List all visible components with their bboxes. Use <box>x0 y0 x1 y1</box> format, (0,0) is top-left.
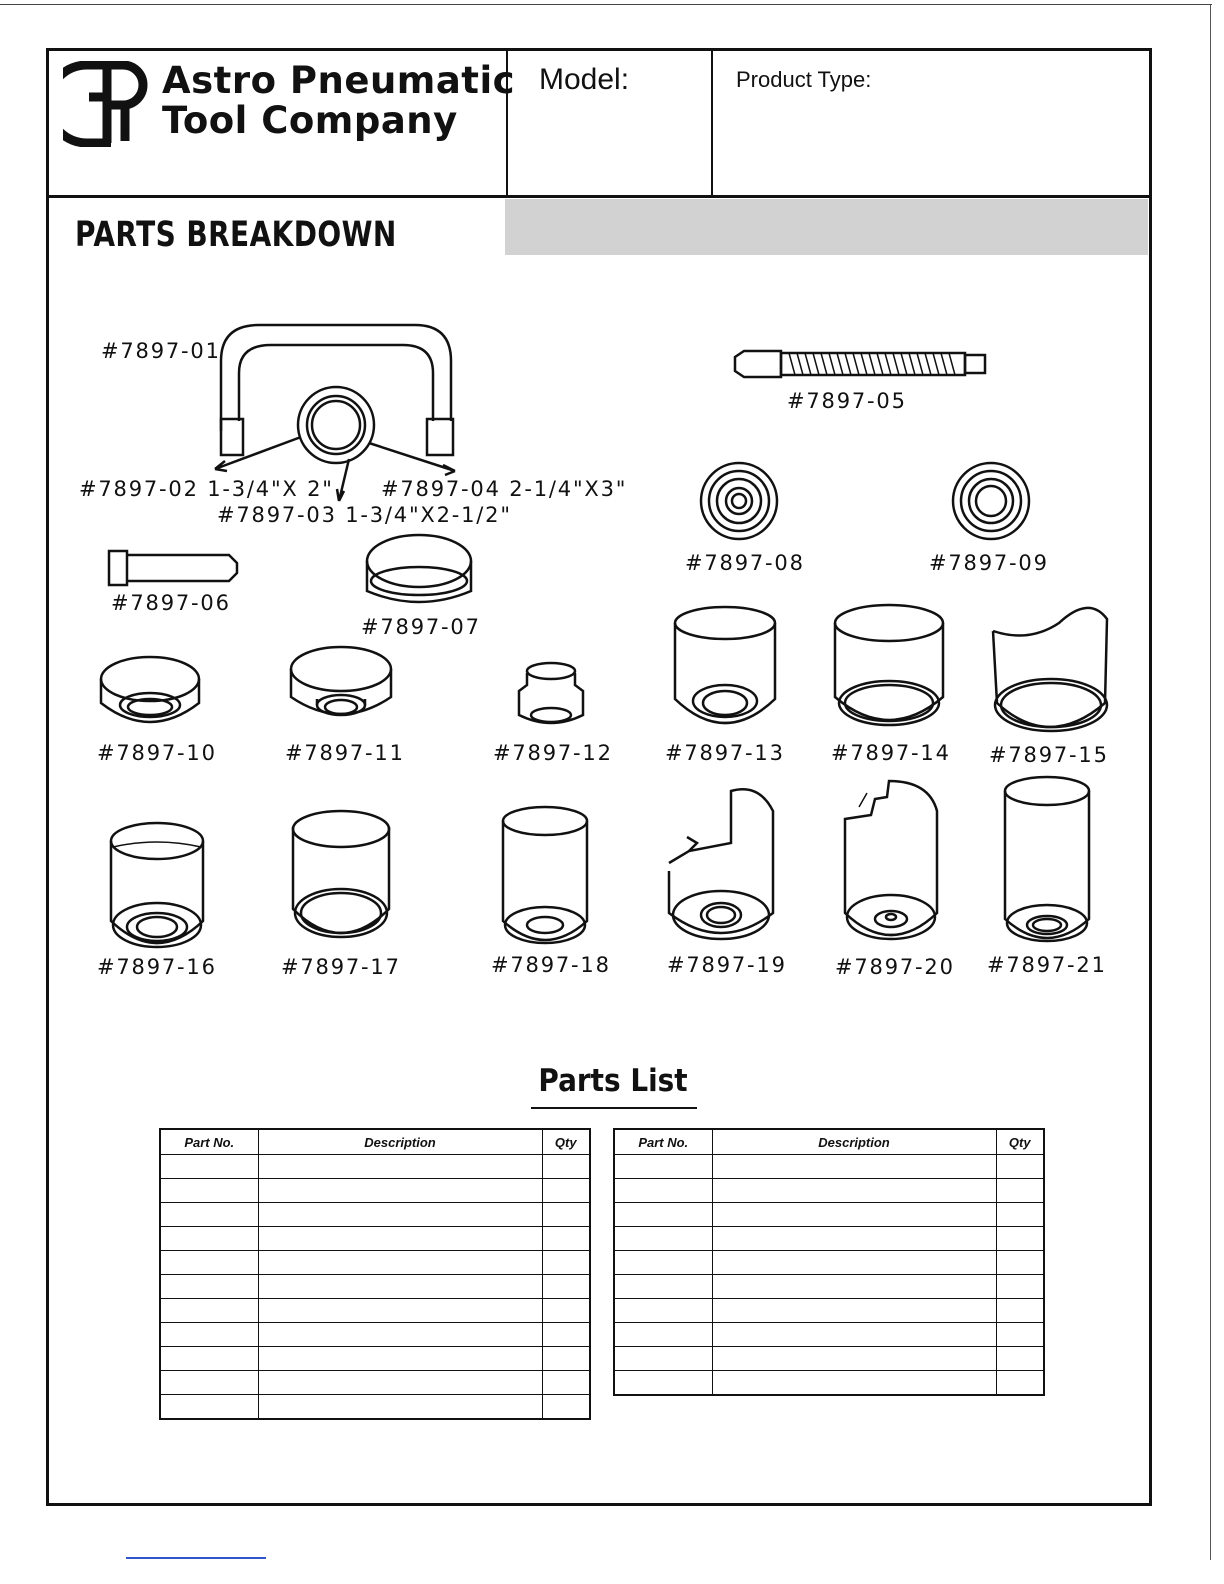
part-no-cell[interactable] <box>160 1203 258 1227</box>
page-right-rule <box>1210 4 1211 1560</box>
part-no-cell[interactable] <box>614 1323 712 1347</box>
part-15-drawing <box>993 608 1107 731</box>
qty-cell[interactable] <box>996 1227 1044 1251</box>
part-label-11: #7897-11 <box>285 741 405 765</box>
part-06-pin-drawing <box>109 551 237 585</box>
description-cell[interactable] <box>712 1155 996 1179</box>
part-no-cell[interactable] <box>614 1371 712 1396</box>
model-label: Model: <box>539 63 630 96</box>
table-row <box>160 1347 590 1371</box>
qty-cell[interactable] <box>996 1179 1044 1203</box>
part-label-21: #7897-21 <box>987 953 1107 977</box>
description-cell[interactable] <box>258 1179 542 1203</box>
part-no-cell[interactable] <box>160 1275 258 1299</box>
part-label-06: #7897-06 <box>111 591 231 615</box>
qty-cell[interactable] <box>542 1299 590 1323</box>
column-header-part-no: Part No. <box>614 1129 712 1155</box>
description-cell[interactable] <box>258 1251 542 1275</box>
table-row <box>160 1179 590 1203</box>
table-row <box>614 1179 1044 1203</box>
description-cell[interactable] <box>258 1395 542 1420</box>
qty-cell[interactable] <box>996 1299 1044 1323</box>
part-label-12: #7897-12 <box>493 741 613 765</box>
page-top-rule <box>0 4 1212 5</box>
qty-cell[interactable] <box>996 1155 1044 1179</box>
description-cell[interactable] <box>712 1347 996 1371</box>
table-row <box>160 1371 590 1395</box>
part-no-cell[interactable] <box>160 1251 258 1275</box>
part-label-13: #7897-13 <box>665 741 785 765</box>
description-cell[interactable] <box>712 1203 996 1227</box>
part-08-disc-drawing <box>701 463 777 539</box>
part-no-cell[interactable] <box>160 1179 258 1203</box>
qty-cell[interactable] <box>996 1251 1044 1275</box>
qty-cell[interactable] <box>542 1179 590 1203</box>
part-17-drawing <box>293 811 389 937</box>
table-row <box>160 1251 590 1275</box>
table-row <box>614 1275 1044 1299</box>
part-13-drawing <box>675 607 775 723</box>
qty-cell[interactable] <box>542 1251 590 1275</box>
qty-cell[interactable] <box>996 1371 1044 1396</box>
part-label-14: #7897-14 <box>831 741 951 765</box>
qty-cell[interactable] <box>542 1227 590 1251</box>
part-label-01: #7897-01 <box>101 339 221 363</box>
part-no-cell[interactable] <box>614 1347 712 1371</box>
part-no-cell[interactable] <box>160 1347 258 1371</box>
table-row <box>614 1203 1044 1227</box>
part-05-rod-drawing <box>735 351 985 377</box>
company-name-line2: Tool Company <box>162 99 458 142</box>
column-header-description: Description <box>712 1129 996 1155</box>
table-row <box>160 1299 590 1323</box>
part-14-drawing <box>835 605 943 725</box>
part-label-08: #7897-08 <box>685 551 805 575</box>
description-cell[interactable] <box>258 1323 542 1347</box>
parts-list-table-left <box>159 1128 591 1420</box>
table-row <box>614 1347 1044 1371</box>
table-row <box>160 1395 590 1420</box>
description-cell[interactable] <box>712 1179 996 1203</box>
description-cell[interactable] <box>258 1371 542 1395</box>
description-cell[interactable] <box>258 1203 542 1227</box>
description-cell[interactable] <box>258 1227 542 1251</box>
part-21-drawing <box>1005 777 1089 941</box>
part-label-10: #7897-10 <box>97 741 217 765</box>
description-cell[interactable] <box>258 1299 542 1323</box>
qty-cell[interactable] <box>542 1155 590 1179</box>
part-no-cell[interactable] <box>160 1155 258 1179</box>
table-row <box>160 1203 590 1227</box>
qty-cell[interactable] <box>542 1347 590 1371</box>
column-header-description: Description <box>258 1129 542 1155</box>
part-no-cell[interactable] <box>614 1203 712 1227</box>
part-16-drawing <box>111 823 203 947</box>
part-no-cell[interactable] <box>160 1371 258 1395</box>
qty-cell[interactable] <box>542 1395 590 1420</box>
table-row <box>614 1227 1044 1251</box>
part-no-cell[interactable] <box>614 1275 712 1299</box>
part-19-drawing <box>669 789 773 939</box>
part-label-04: #7897-04 2-1/4"X3" <box>381 477 628 501</box>
part-12-drawing <box>519 663 583 723</box>
product-type-label: Product Type: <box>736 67 872 92</box>
description-cell[interactable] <box>712 1299 996 1323</box>
registered-mark: ® <box>121 127 130 139</box>
qty-cell[interactable] <box>996 1347 1044 1371</box>
description-cell[interactable] <box>712 1323 996 1347</box>
parts-list-title: Parts List <box>538 1063 688 1099</box>
part-no-cell[interactable] <box>614 1155 712 1179</box>
part-label-18: #7897-18 <box>491 953 611 977</box>
company-name-line1: Astro Pneumatic <box>162 59 516 102</box>
section-title: PARTS BREAKDOWN <box>75 215 397 255</box>
part-label-03: #7897-03 1-3/4"X2-1/2" <box>217 503 512 527</box>
part-label-07: #7897-07 <box>361 615 481 639</box>
part-20-drawing <box>845 781 937 939</box>
description-cell[interactable] <box>258 1275 542 1299</box>
description-cell[interactable] <box>258 1347 542 1371</box>
part-no-cell[interactable] <box>160 1227 258 1251</box>
part-label-15: #7897-15 <box>989 743 1109 767</box>
part-label-09: #7897-09 <box>929 551 1049 575</box>
column-header-qty: Qty <box>996 1129 1044 1155</box>
column-header-part-no: Part No. <box>160 1129 258 1155</box>
part-no-cell[interactable] <box>614 1251 712 1275</box>
part-label-02: #7897-02 1-3/4"X 2" <box>79 477 334 501</box>
description-cell[interactable] <box>712 1275 996 1299</box>
qty-cell[interactable] <box>542 1203 590 1227</box>
part-no-cell[interactable] <box>160 1299 258 1323</box>
part-label-17: #7897-17 <box>281 955 401 979</box>
table-row <box>614 1251 1044 1275</box>
part-no-cell[interactable] <box>614 1179 712 1203</box>
part-label-16: #7897-16 <box>97 955 217 979</box>
qty-cell[interactable] <box>996 1323 1044 1347</box>
table-row <box>614 1299 1044 1323</box>
table-row <box>160 1155 590 1179</box>
footer-link-underline <box>126 1557 266 1559</box>
part-10-drawing <box>101 657 199 722</box>
document-frame <box>46 48 1152 1506</box>
table-row <box>160 1323 590 1347</box>
column-header-qty: Qty <box>542 1129 590 1155</box>
table-row <box>160 1275 590 1299</box>
part-07-ring-drawing <box>367 535 471 602</box>
qty-cell[interactable] <box>542 1275 590 1299</box>
part-no-cell[interactable] <box>614 1227 712 1251</box>
part-no-cell[interactable] <box>160 1395 258 1420</box>
part-label-20: #7897-20 <box>835 955 955 979</box>
part-no-cell[interactable] <box>614 1299 712 1323</box>
part-09-disc-drawing <box>953 463 1029 539</box>
parts-list-table-right <box>613 1128 1045 1396</box>
table-row <box>614 1371 1044 1396</box>
table-row <box>614 1323 1044 1347</box>
description-cell[interactable] <box>712 1371 996 1396</box>
description-cell[interactable] <box>712 1227 996 1251</box>
part-label-19: #7897-19 <box>667 953 787 977</box>
description-cell[interactable] <box>258 1155 542 1179</box>
part-label-05: #7897-05 <box>787 389 907 413</box>
table-row <box>160 1227 590 1251</box>
qty-cell[interactable] <box>542 1371 590 1395</box>
description-cell[interactable] <box>712 1251 996 1275</box>
qty-cell[interactable] <box>996 1275 1044 1299</box>
qty-cell[interactable] <box>542 1323 590 1347</box>
part-no-cell[interactable] <box>160 1323 258 1347</box>
parts-list-title-underline <box>531 1107 697 1109</box>
part-18-drawing <box>503 807 587 943</box>
part-01-frame-drawing <box>215 325 455 501</box>
part-11-drawing <box>291 647 391 715</box>
qty-cell[interactable] <box>996 1203 1044 1227</box>
table-row <box>614 1155 1044 1179</box>
